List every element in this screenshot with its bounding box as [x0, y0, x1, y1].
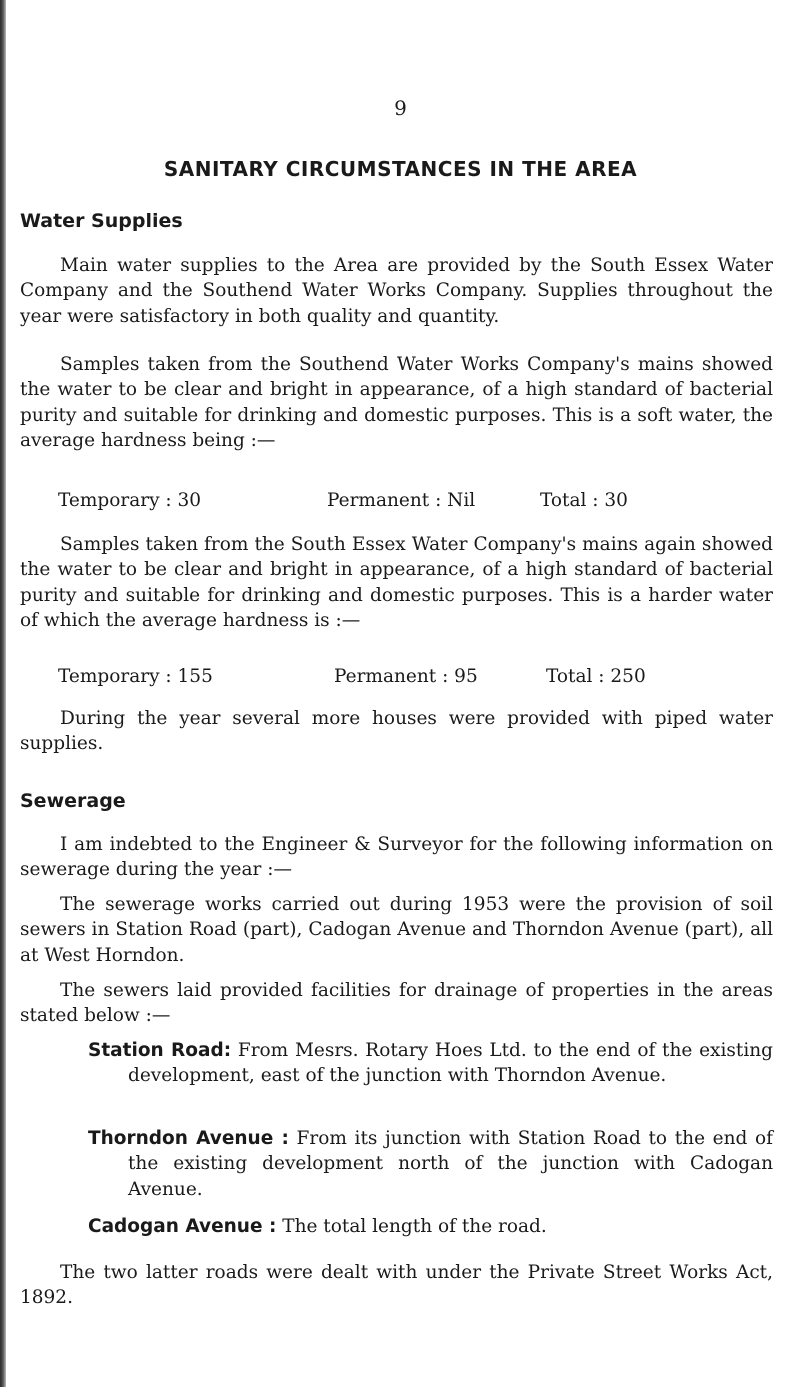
- entry-label: Thorndon Avenue :: [88, 1128, 289, 1149]
- page-title: SANITARY CIRCUMSTANCES IN THE AREA: [163, 157, 638, 181]
- section-heading-sewerage: Sewerage: [20, 790, 126, 812]
- water-paragraph-1: Main water supplies to the Area are provided by the South Essex Water Company and the Southend Water Works Company. Supplies throughout the year were satisfactory in both quality and quantity.: [20, 255, 773, 327]
- entry-text: The total length of the road.: [276, 1216, 547, 1237]
- entry-label: Cadogan Avenue :: [88, 1216, 277, 1237]
- entry-label: Station Road:: [88, 1040, 232, 1061]
- section-heading-water-supplies: Water Supplies: [20, 210, 183, 232]
- sewerage-paragraph-2: The sewerage works carried out during 1953 were the provision of soil sewers in Station Road (part), Cadogan Avenue and Thorndon Avenue (part), all at West Horndon.: [20, 894, 773, 966]
- hardness-total-1: Total : 30: [540, 490, 628, 511]
- water-paragraph-4: During the year several more houses were provided with piped water supplies.: [20, 708, 773, 755]
- sewerage-paragraph-4: The two latter roads were dealt with under the Private Street Works Act, 1892.: [20, 1262, 773, 1309]
- water-paragraph-2: Samples taken from the Southend Water Works Company's mains showed the water to be clear and bright in appearance, of a high standard of bacterial purity and suitable for drinking and domestic purposes. This is a soft water, the average hardness being :—: [20, 354, 773, 451]
- page-number: 9: [394, 96, 407, 120]
- hardness-temporary-1: Temporary : 30: [58, 490, 202, 511]
- hardness-total-2: Total : 250: [546, 666, 646, 687]
- sewerage-entry-station-road: [88, 1038, 773, 1089]
- entry-text: From its junction with Station Road to the end of the existing development north of the junction with Cadogan Avenue.: [128, 1128, 773, 1200]
- hardness-permanent-2: Permanent : 95: [334, 666, 478, 687]
- hardness-temporary-2: Temporary : 155: [58, 666, 213, 687]
- sewerage-paragraph-3: The sewers laid provided facilities for drainage of properties in the areas stated below :—: [20, 980, 773, 1027]
- hardness-permanent-1: Permanent : Nil: [327, 490, 476, 511]
- sewerage-paragraph-1: I am indebted to the Engineer & Surveyor for the following information on sewerage during the year :—: [20, 834, 773, 881]
- entry-text: From Mesrs. Rotary Hoes Ltd. to the end of the existing development, east of the junction with Thorndon Avenue.: [128, 1040, 773, 1087]
- sewerage-entry-thorndon-avenue: [88, 1126, 773, 1202]
- sewerage-entry-cadogan-avenue: [88, 1214, 773, 1239]
- water-paragraph-3: Samples taken from the South Essex Water Company's mains again showed the water to be clear and bright in appearance, of a high standard of bacterial purity and suitable for drinking and domestic purposes. This is a harder water of which the average hardness is :—: [20, 534, 773, 631]
